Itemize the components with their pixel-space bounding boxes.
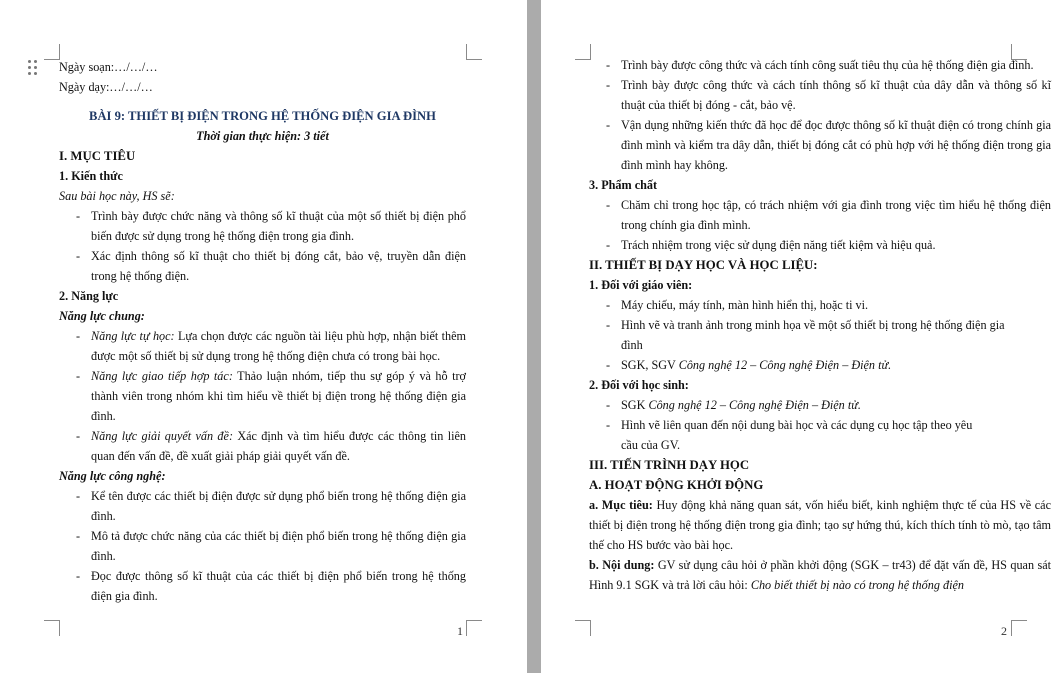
page-number: 2 [1001, 624, 1007, 638]
list-item: - Năng lực giao tiếp hợp tác: Thảo luận nhóm, tiếp thu sự góp ý và hỗ trợ thành viên trong nhóm khi tìm hiểu về thiết bị điện trong hệ thống điện gia đình. [76, 369, 466, 423]
heading-knowledge: 1. Kiến thức [59, 169, 123, 183]
list-item: - Trình bày được công thức và cách tính thông số kĩ thuật của dây dẫn và thông số kĩ thuật của thiết bị đóng - cắt, bảo vệ. [606, 78, 1051, 112]
list-item: - Trách nhiệm trong việc sử dụng điện năng tiết kiệm và hiệu quả. [606, 238, 936, 252]
margin-corner-top-right [466, 44, 482, 60]
page-2-body [589, 55, 1051, 595]
lesson-title: BÀI 9: THIẾT BỊ ĐIỆN TRONG HỆ THỐNG ĐIỆN GIA ĐÌNH [89, 109, 436, 123]
heading-equipment: II. THIẾT BỊ DẠY HỌC VÀ HỌC LIỆU: [589, 258, 818, 272]
document-page-2 [541, 0, 1064, 673]
list-item: - Kể tên được các thiết bị điện được sử dụng phổ biến trong hệ thống điện gia đình. [76, 489, 466, 523]
list-item: - SGK, SGV Công nghệ 12 – Công nghệ Điện – Điện tử. [606, 358, 892, 372]
page-1-body [59, 57, 466, 606]
list-item: - Chăm chỉ trong học tập, có trách nhiệm với gia đình trong việc tìm hiểu hệ thống điện trong chính gia đình mình. [606, 198, 1051, 232]
margin-corner-bottom-right [1011, 620, 1027, 636]
heading-tech-competency: Năng lực công nghệ: [59, 469, 166, 483]
prep-date: Ngày soạn:…/…/… [59, 60, 158, 74]
heading-for-teacher: 1. Đối với giáo viên: [589, 278, 693, 292]
lesson-duration: Thời gian thực hiện: 3 tiết [196, 129, 329, 143]
drag-handle-icon[interactable] [28, 60, 38, 76]
heading-warmup: A. HOẠT ĐỘNG KHỞI ĐỘNG [589, 478, 764, 492]
margin-corner-top-left [44, 44, 60, 60]
list-item: - Năng lực giải quyết vấn đề: Xác định và tìm hiểu được các thông tin liên quan đến vấn đề, đề xuất giải pháp giải quyết vấn đề. [76, 429, 466, 463]
heading-for-student: 2. Đối với học sinh: [589, 378, 689, 392]
margin-corner-bottom-left [575, 620, 591, 636]
teach-date: Ngày dạy:…/…/… [59, 80, 153, 94]
heading-qualities: 3. Phẩm chất [589, 178, 658, 192]
list-item: - Đọc được thông số kĩ thuật của các thiết bị điện phổ biến trong hệ thống điện gia đình. [76, 569, 466, 603]
list-item: - Trình bày được chức năng và thông số kĩ thuật của một số thiết bị điện phổ biến được sử dụng trong hệ thống điện trong gia đình. [76, 209, 466, 243]
heading-process: III. TIẾN TRÌNH DẠY HỌC [589, 458, 750, 472]
list-item: - Trình bày được công thức và cách tính công suất tiêu thụ của hệ thống điện gia đình. [606, 58, 1034, 72]
page-number: 1 [457, 624, 463, 638]
list-item: - SGK Công nghệ 12 – Công nghệ Điện – Điện tử. [606, 398, 861, 412]
heading-competency: 2. Năng lực [59, 289, 119, 303]
document-page-1 [0, 0, 527, 673]
intro-text: Sau bài học này, HS sẽ: [59, 189, 175, 203]
heading-general-competency: Năng lực chung: [59, 309, 145, 323]
heading-objectives: I. MỤC TIÊU [59, 149, 136, 163]
list-item: - Hình vẽ liên quan đến nội dung bài học và các dụng cụ học tập theo yêu cầu của GV. [606, 418, 973, 452]
list-item: - Mô tả được chức năng của các thiết bị điện phổ biến trong hệ thống điện gia đình. [76, 529, 466, 563]
objective-paragraph: a. Mục tiêu: Huy động khả năng quan sát, vốn hiểu biết, kinh nghiệm thực tế của HS về các thiết bị điện trong hệ thống điện trong gia đình; tạo sự hứng thú, kích thích tính tò mò, tạo tâm thế cho HS bước vào bài học. [589, 498, 1051, 552]
margin-corner-bottom-right [466, 620, 482, 636]
list-item: - Máy chiếu, máy tính, màn hình hiển thị, hoặc ti vi. [606, 298, 869, 312]
list-item: - Năng lực tự học: Lựa chọn được các nguồn tài liệu phù hợp, nhận biết thêm được một số thiết bị sử dụng trong hệ thống điện chưa có trong bài học. [76, 329, 466, 363]
list-item: - Xác định thông số kĩ thuật cho thiết bị đóng cắt, bảo vệ, truyền dẫn điện trong hệ thống điện. [76, 249, 466, 283]
margin-corner-bottom-left [44, 620, 60, 636]
list-item: - Vận dụng những kiến thức đã học để đọc được thông số kĩ thuật điện có trong chính gia đình mình và kiểm tra dây dẫn, thiết bị đóng cắt có phù hợp với hệ thống điện trong gia đình mình hay không. [606, 118, 1051, 172]
content-paragraph: b. Nội dung: GV sử dụng câu hỏi ở phần khởi động (SGK – tr43) để đặt vấn đề, HS quan sát Hình 9.1 SGK và trả lời câu hỏi: Cho biết thiết bị nào có trong hệ thống điện [589, 558, 1051, 592]
list-item: - Hình vẽ và tranh ảnh trong minh họa về một số thiết bị trong hệ thống điện gia đình [606, 318, 1005, 352]
